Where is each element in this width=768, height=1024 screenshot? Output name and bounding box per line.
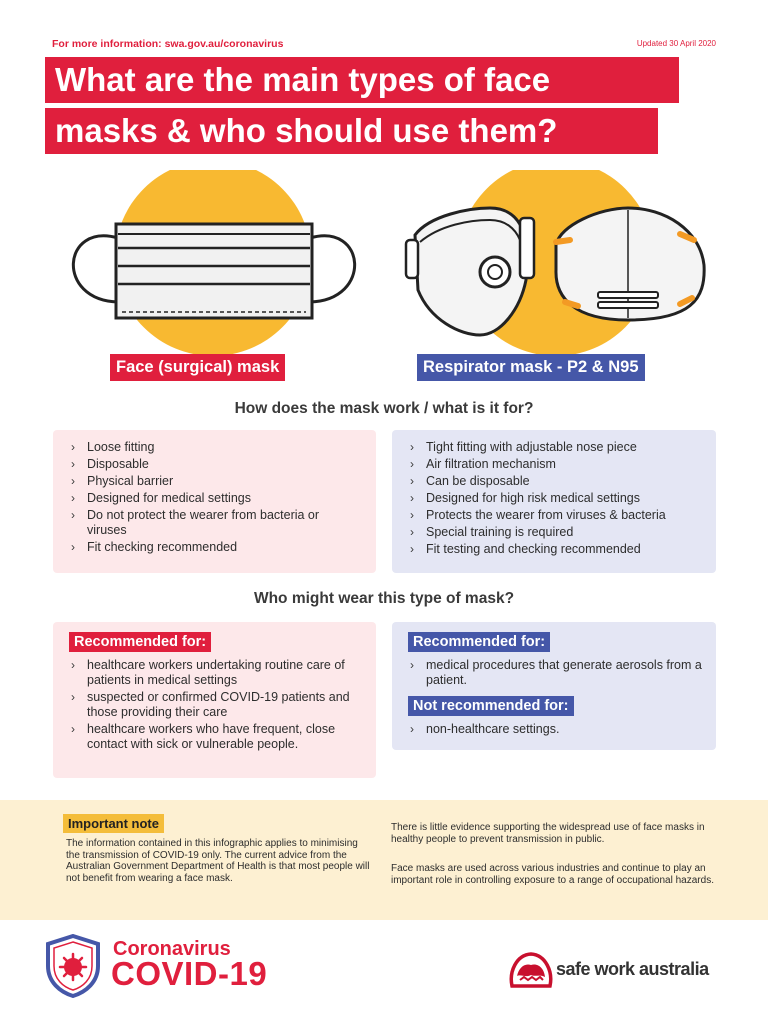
- list-item: › Air filtration mechanism: [408, 457, 702, 472]
- list-item: › Loose fitting: [69, 440, 362, 455]
- note-right-text-2: Face masks are used across various industries and continue to play an important role in controlling exposure to a range of occupational hazards.: [391, 863, 714, 886]
- surgical-recommended-panel: [53, 622, 376, 778]
- list-item: › healthcare workers undertaking routine care of patients in medical settings: [69, 658, 362, 688]
- list-item: › Fit checking recommended: [69, 540, 362, 555]
- surgical-mask-label: Face (surgical) mask: [110, 354, 285, 381]
- surgical-features-list: [69, 440, 362, 555]
- recommended-for-badge: Recommended for:: [408, 632, 550, 652]
- list-item: › Special training is required: [408, 525, 702, 540]
- note-left-text: The information contained in this infographic applies to minimising the transmission of COVID-19 only. The current advice from the Australian Government Department of Health is that most people will not benefit from wearing a face mask.: [66, 838, 370, 884]
- respirator-recommended-panel: [392, 622, 716, 750]
- how-mask-works-heading: How does the mask work / what is it for?: [234, 400, 534, 417]
- respirator-mask-icon: [406, 170, 704, 356]
- important-note-label: Important note: [63, 814, 164, 833]
- list-item: › Tight fitting with adjustable nose piece: [408, 440, 702, 455]
- list-item: › Protects the wearer from viruses & bacteria: [408, 508, 702, 523]
- list-item: › Can be disposable: [408, 474, 702, 489]
- who-wears-heading: Who might wear this type of mask?: [253, 590, 515, 607]
- list-item: › non-healthcare settings.: [408, 722, 702, 737]
- covid-shield-icon: [44, 934, 102, 998]
- updated-date: Updated 30 April 2020: [636, 39, 716, 48]
- respirator-features-panel: [392, 430, 716, 573]
- page-title-line-2: masks & who should use them?: [45, 108, 658, 154]
- respirator-mask-label: Respirator mask - P2 & N95: [417, 354, 645, 381]
- list-item: › healthcare workers who have frequent, close contact with sick or vulnerable people.: [69, 722, 362, 752]
- covid-19-label: COVID-19: [111, 955, 268, 992]
- list-item: › Designed for medical settings: [69, 491, 362, 506]
- note-right-text-1: There is little evidence supporting the widespread use of face masks in healthy people to prevent transmission in public.: [391, 822, 705, 845]
- surgical-features-panel: [53, 430, 376, 573]
- surgical-recommended-list: [69, 658, 362, 752]
- list-item: › suspected or confirmed COVID-19 patients and those providing their care: [69, 690, 362, 720]
- page-title-line-1: What are the main types of face: [45, 57, 679, 103]
- not-recommended-for-badge: Not recommended for:: [408, 696, 574, 716]
- list-item: › Fit testing and checking recommended: [408, 542, 702, 557]
- list-item: › medical procedures that generate aerosols from a patient.: [408, 658, 702, 688]
- list-item: › Designed for high risk medical settings: [408, 491, 702, 506]
- info-link[interactable]: For more information: swa.gov.au/coronavirus: [52, 38, 284, 50]
- recommended-for-badge: Recommended for:: [69, 632, 211, 652]
- respirator-features-list: [408, 440, 702, 557]
- list-item: › Disposable: [69, 457, 362, 472]
- list-item: › Physical barrier: [69, 474, 362, 489]
- coronavirus-label: Coronavirus: [113, 938, 231, 960]
- respirator-recommended-list: [408, 658, 702, 688]
- surgical-mask-icon: [73, 170, 354, 356]
- safe-work-australia-logo-icon: [508, 950, 554, 990]
- list-item: › Do not protect the wearer from bacteria or viruses: [69, 508, 362, 538]
- mask-illustrations: [0, 170, 768, 360]
- respirator-not-recommended-list: [408, 722, 702, 737]
- safe-work-australia-brand[interactable]: safe work australia: [556, 959, 709, 979]
